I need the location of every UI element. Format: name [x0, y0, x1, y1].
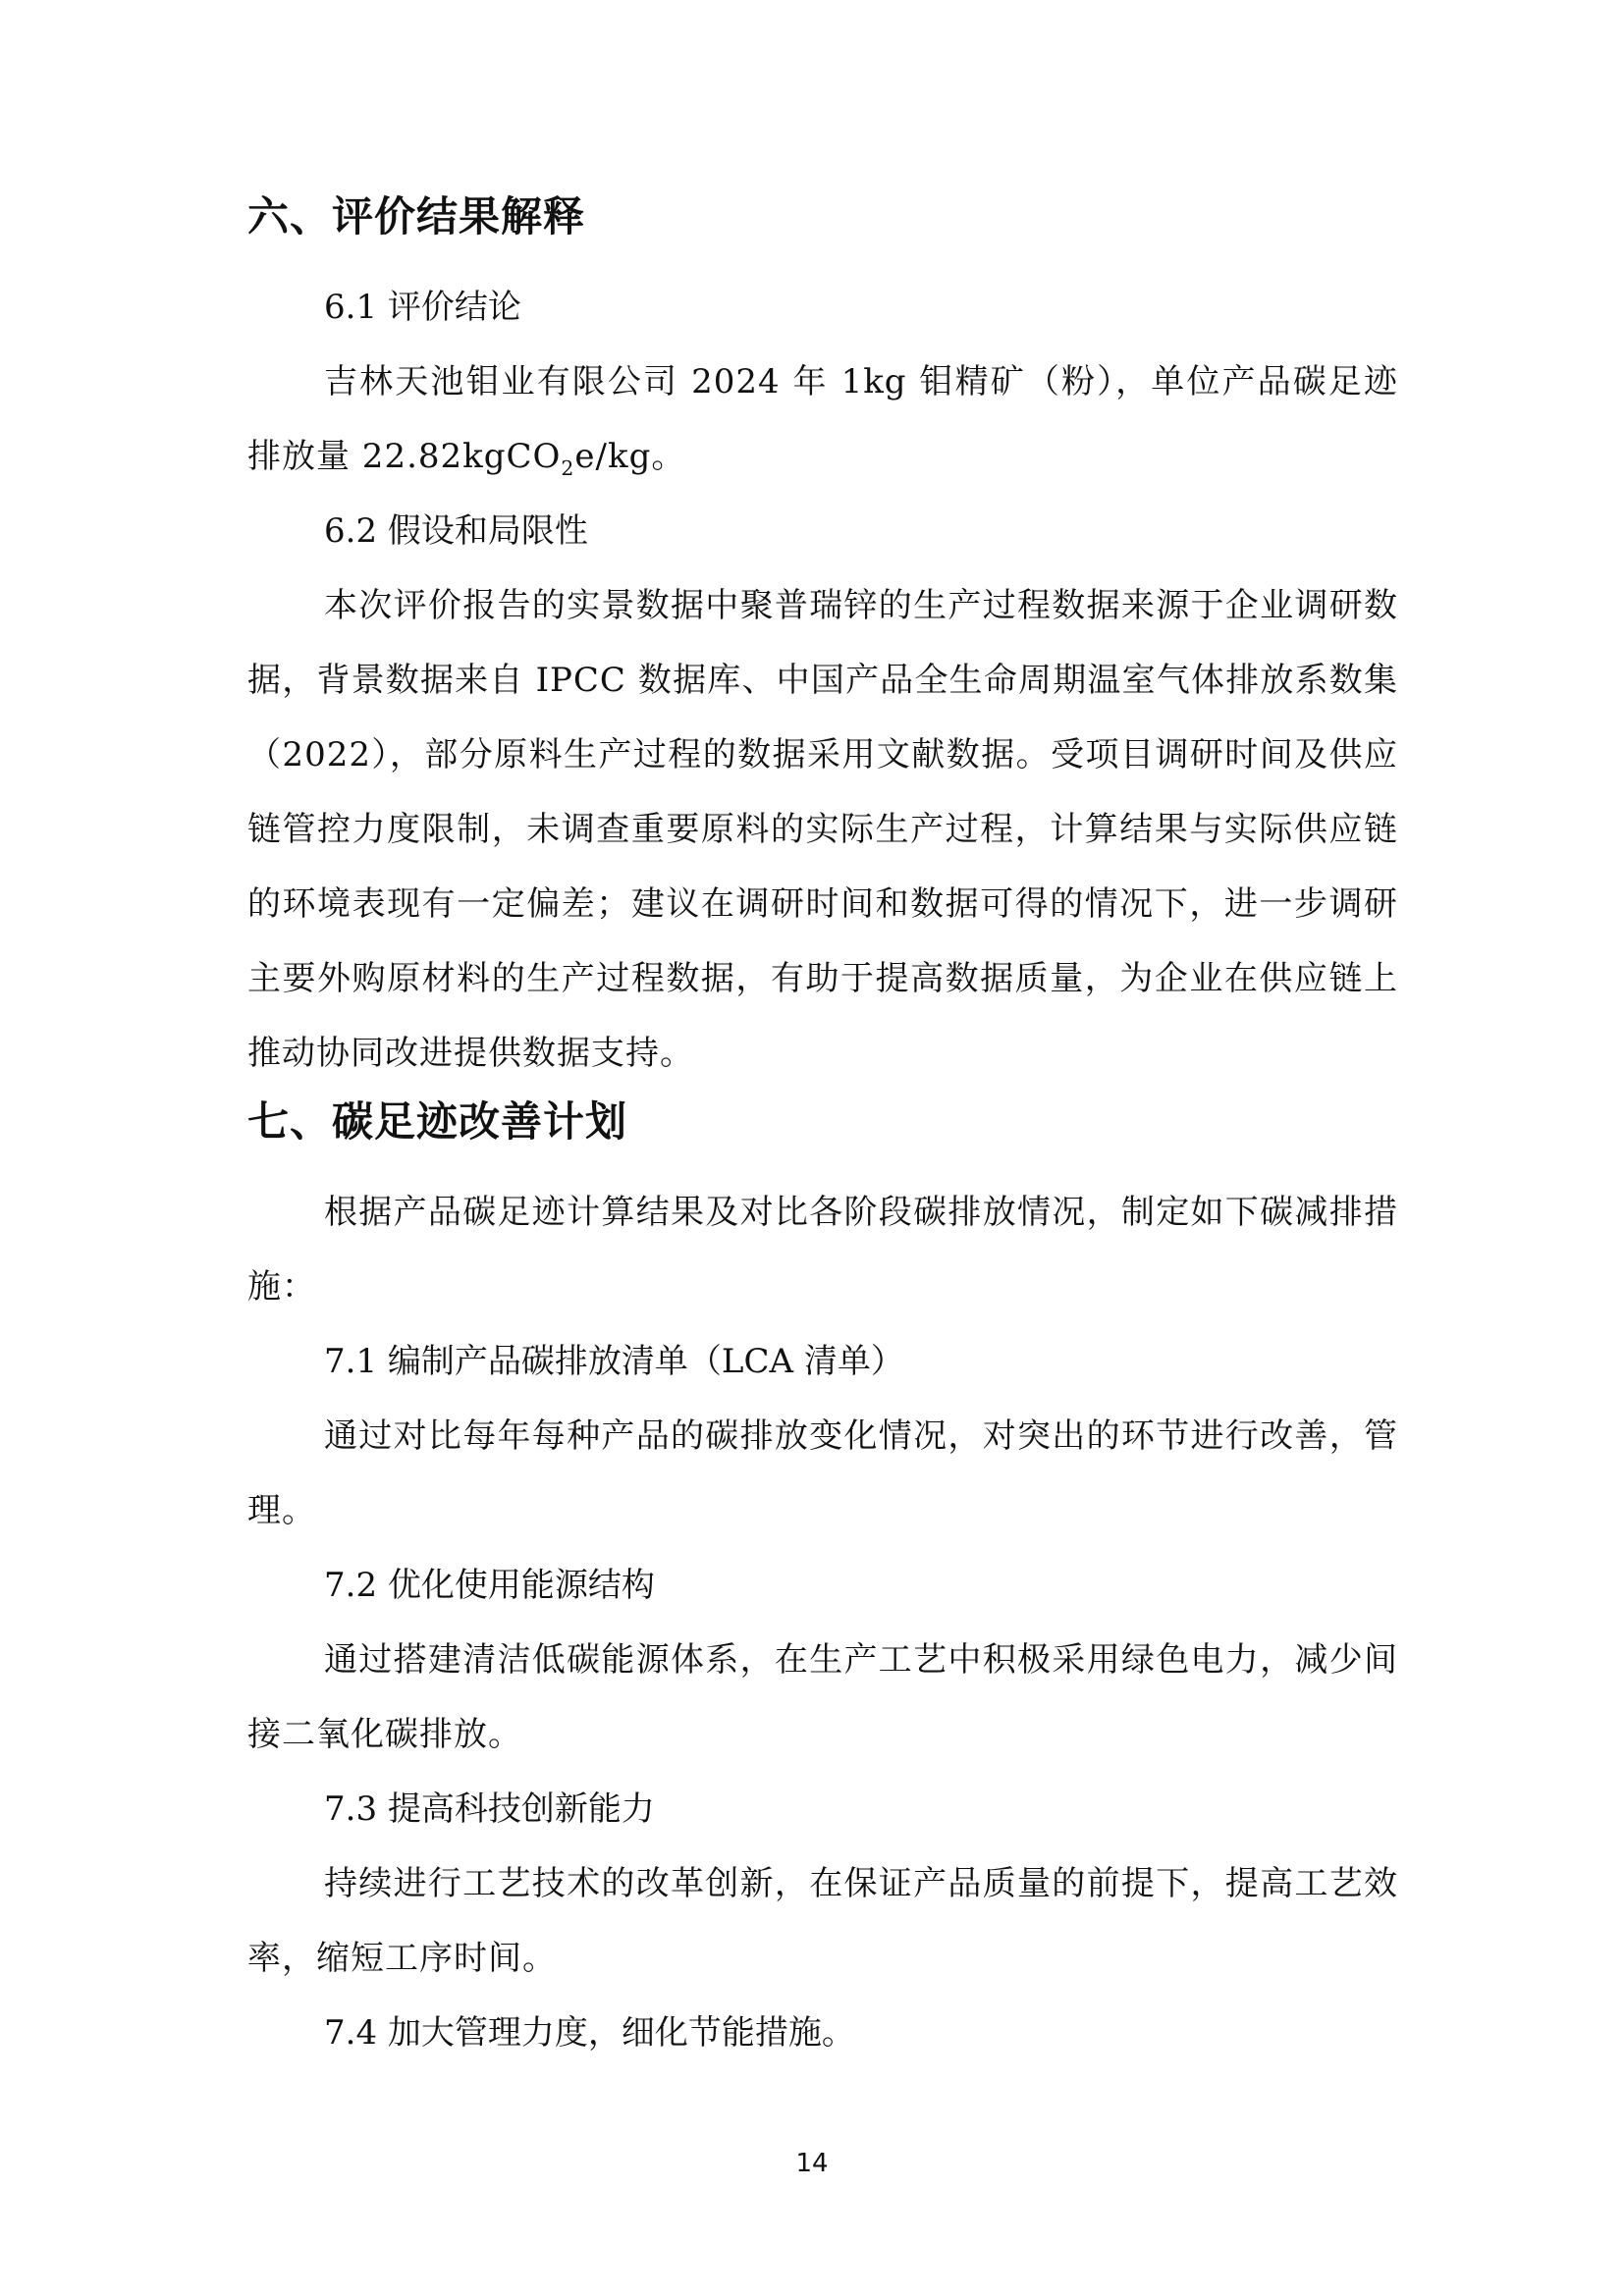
section-7-intro: 根据产品碳足迹计算结果及对比各阶段碳排放情况，制定如下碳减排措施：: [247, 1193, 1398, 1307]
co2-subscript: 2: [561, 455, 575, 480]
subsection-7-4-title: 7.4 加大管理力度，细化节能措施。: [324, 2013, 855, 2053]
subsection-6-1-title: 6.1 评价结论: [324, 288, 521, 327]
page-content: [247, 191, 1398, 2070]
section-7-heading: 七、碳足迹改善计划: [247, 1097, 628, 1146]
subsection-6-1-text: [247, 345, 1398, 494]
conclusion-text-unit: e/kg。: [574, 437, 686, 476]
subsection-6-2-title: 6.2 假设和局限性: [324, 511, 588, 551]
subsection-7-2-title: 7.2 优化使用能源结构: [324, 1566, 655, 1605]
subsection-6-2-text: 本次评价报告的实景数据中聚普瑞锌的生产过程数据来源于企业调研数据，背景数据来自 IPCC 数据库、中国产品全生命周期温室气体排放系数集（2022），部分原料生产过程的数据采用文献数据。受项目调研时间及供应链管控力度限制，未调查重要原料的实际生产过程，计算结果与实际供应链的环境表现有一定偏差；建议在调研时间和数据可得的情况下，进一步调研主要外购原材料的生产过程数据，有助于提高数据质量，为企业在供应链上推动协同改进提供数据支持。: [247, 586, 1398, 1073]
conclusion-text-main: 吉林天池钼业有限公司 2024 年 1kg 钼精矿（粉），单位产品碳足迹排放量 22.82kgCO: [247, 362, 1398, 476]
subsection-7-1-text: 通过对比每年每种产品的碳排放变化情况，对突出的环节进行改善，管理。: [247, 1416, 1398, 1530]
subsection-7-3-text: 持续进行工艺技术的改革创新，在保证产品质量的前提下，提高工艺效率，缩短工序时间。: [247, 1864, 1398, 1978]
section-6-heading: 六、评价结果解释: [247, 192, 586, 240]
page-number: 14: [795, 2149, 829, 2178]
subsection-7-1-title: 7.1 编制产品碳排放清单（LCA 清单）: [324, 1342, 904, 1381]
subsection-7-2-text: 通过搭建清洁低碳能源体系，在生产工艺中积极采用绿色电力，减少间接二氧化碳排放。: [247, 1640, 1398, 1754]
subsection-7-3-title: 7.3 提高科技创新能力: [324, 1789, 655, 1829]
